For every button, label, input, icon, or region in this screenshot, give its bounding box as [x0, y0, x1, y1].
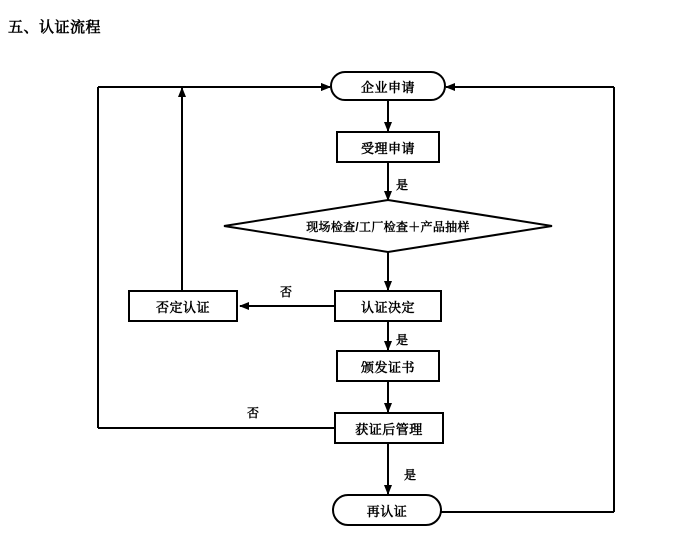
node-inspect	[224, 200, 552, 252]
node-accept	[336, 131, 440, 163]
node-inspect-label: 现场检查/工厂检查＋产品抽样	[306, 219, 470, 234]
node-reject	[128, 290, 238, 322]
node-recertification-label: 再认证	[366, 503, 408, 519]
node-post-management	[334, 412, 444, 444]
edge-label-yes-post-management-recert: 是	[404, 468, 417, 482]
edge-label-no-decision-reject: 否	[280, 285, 293, 299]
page-title: 五、认证流程	[8, 19, 102, 36]
node-accept-label: 受理申请	[360, 140, 415, 156]
node-post-management-label: 获证后管理	[355, 421, 423, 437]
node-issue	[336, 350, 440, 382]
node-recertification	[332, 494, 442, 526]
node-decision	[334, 290, 442, 322]
node-decision-label: 认证决定	[360, 299, 415, 315]
node-issue-label: 颁发证书	[360, 359, 415, 375]
node-apply	[330, 71, 446, 101]
node-apply-label: 企业申请	[360, 79, 415, 95]
edge-label-yes-accept-inspect: 是	[396, 178, 409, 192]
edge-label-no-post-management: 否	[247, 406, 260, 420]
node-reject-label: 否定认证	[155, 299, 210, 315]
edge-label-yes-decision-issue: 是	[396, 333, 409, 347]
